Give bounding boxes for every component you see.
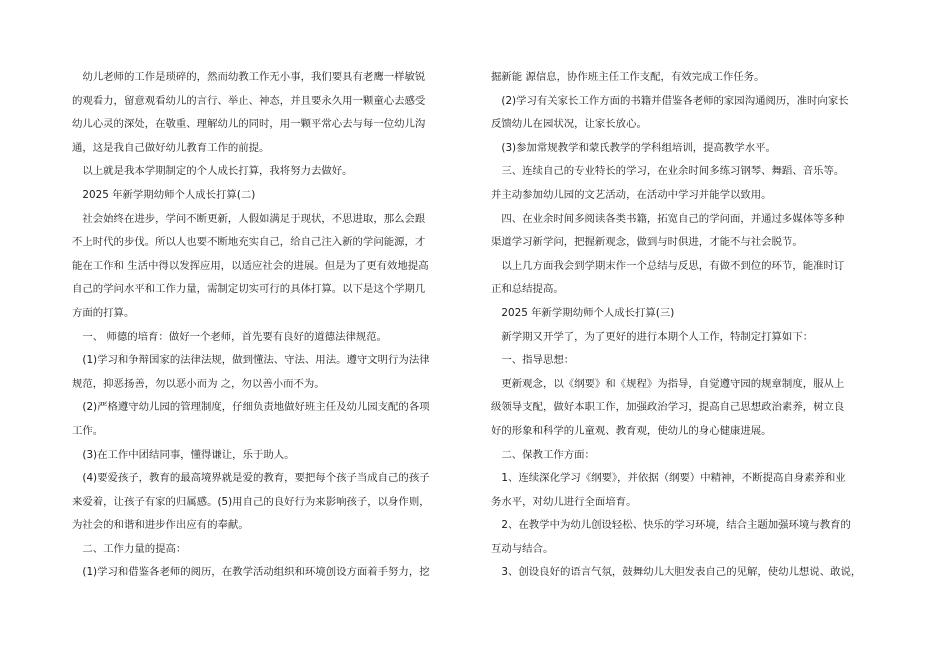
text-line: 互动与结合。	[491, 542, 554, 555]
text-line: 反馈幼儿在园状况，让家长放心。	[491, 118, 647, 131]
section-heading: 2025 年新学期幼师个人成长打算(三)	[491, 306, 675, 319]
text-line: 自己的学问水平和工作力量，需制定切实可行的具体打算。以下是这个学期几	[72, 283, 426, 296]
text-line: (2)严格遵守幼儿园的管理制度，仔细负责地做好班主任及幼儿园支配的各项	[72, 401, 430, 414]
text-line: (3)参加常规教学和蒙氏教学的学科组培训，提高教学水平。	[491, 141, 776, 154]
text-line: (1)学习和争辩国家的法律法规，做到懂法、守法、用法。遵守文明行为法律	[72, 354, 430, 367]
text-line: 为社会的和谐和进步作出应有的奉献。	[72, 519, 249, 532]
text-line: 的观看力，留意观看幼儿的言行、举止、神态，并且要永久用一颗童心去感受	[72, 94, 426, 107]
text-line: (1)学习和借鉴各老师的阅历，在教学活动组织和环境创设方面着手努力，挖	[72, 566, 430, 579]
text-line: 以上几方面我会到学期末作一个总结与反思，有做不到位的环节，能准时订	[491, 259, 845, 272]
text-line: (2)学习有关家长工作方面的书籍并借鉴各老师的家园沟通阅历，准时向家长	[491, 94, 849, 107]
text-line: 社会始终在进步，学问不断更新，人假如满足于现状，不思进取，那么会跟	[72, 212, 426, 225]
text-line: 3、创设良好的语言气氛，鼓舞幼儿大胆发表自己的见解，使幼儿想说、敢说，	[491, 566, 862, 579]
text-line: 一、指导思想：	[491, 354, 575, 367]
text-line: 不上时代的步伐。所以人也要不断地充实自己，给自己注入新的学问能源，才	[72, 236, 426, 249]
text-line: 并主动参加幼儿园的文艺活动，在活动中学习并能学以致用。	[491, 188, 772, 201]
text-line: (4)要爱孩子，教育的最高境界就是爱的教育，要把每个孩子当成自己的孩子	[72, 472, 430, 485]
right-text-column	[491, 66, 879, 585]
text-line: 2、在教学中为幼儿创设轻松、快乐的学习环境，结合主题加强环境与教育的	[491, 519, 851, 532]
left-text-column	[72, 66, 460, 585]
text-line: (3)在工作中团结同事，懂得谦让，乐于助人。	[72, 448, 295, 461]
text-line: 幼儿老师的工作是琐碎的，然而幼教工作无小事，我们要具有老鹰一样敏锐	[72, 71, 426, 83]
text-line: 级领导支配，做好本职工作，加强政治学习，提高自己思想政治素养，树立良	[491, 401, 845, 414]
text-line: 幼儿心灵的深处，在敬重、理解幼儿的同时，用一颗平常心去与每一位幼儿沟	[72, 118, 426, 131]
text-line: 以上就是我本学期制定的个人成长打算，我将努力去做好。	[72, 165, 353, 178]
text-line: 二、工作力量的提高：	[72, 542, 187, 555]
text-line: 掘新能 源信息，协作班主任工作支配，有效完成工作任务。	[491, 71, 765, 83]
text-line: 1、连续深化学习《纲要》，并依据（纲要）中精神，不断提高自身素养和业	[491, 472, 846, 485]
text-line: 通，这是我自己做好幼儿教育工作的前提。	[72, 141, 270, 154]
text-line: 更新观念，以《纲要》和《规程》为指导，自觉遵守园的规章制度，服从上	[491, 377, 845, 390]
text-line: 正和总结提高。	[491, 283, 564, 296]
text-line: 好的形象和科学的儿童观、教育观，使幼儿的身心健康进展。	[491, 424, 772, 437]
text-line: 务水平，对幼儿进行全面培育。	[491, 495, 637, 508]
text-line: 新学期又开学了，为了更好的进行本期个人工作，特制定打算如下：	[491, 330, 814, 343]
text-line: 一、 师德的培育：做好一个老师，首先要有良好的道德法律规范。	[72, 330, 388, 343]
text-line: 能在工作和 生活中得以发挥应用，以适应社会的进展。但是为了更有效地提高	[72, 259, 429, 272]
text-line: 二、保教工作方面：	[491, 448, 595, 461]
text-line: 来爱着，让孩子有家的归属感。(5)用自己的良好行为来影响孩子，以身作则，	[72, 495, 430, 508]
text-line: 方面的打算。	[72, 306, 135, 319]
text-line: 三、连续自己的专业特长的学习，在业余时间多练习钢琴、舞蹈、音乐等。	[491, 165, 845, 178]
text-line: 渠道学习新学问，把握新观念，做到与时俱进，才能不与社会脱节。	[491, 236, 803, 249]
text-line: 工作。	[72, 424, 104, 437]
section-heading: 2025 年新学期幼师个人成长打算(二)	[72, 188, 256, 201]
text-line: 四、在业余时间多阅读各类书籍，拓宽自己的学问面，并通过多媒体等多种	[491, 212, 845, 225]
text-line: 规范，抑恶扬善，勿以恶小而为 之，勿以善小而不为。	[72, 377, 325, 390]
